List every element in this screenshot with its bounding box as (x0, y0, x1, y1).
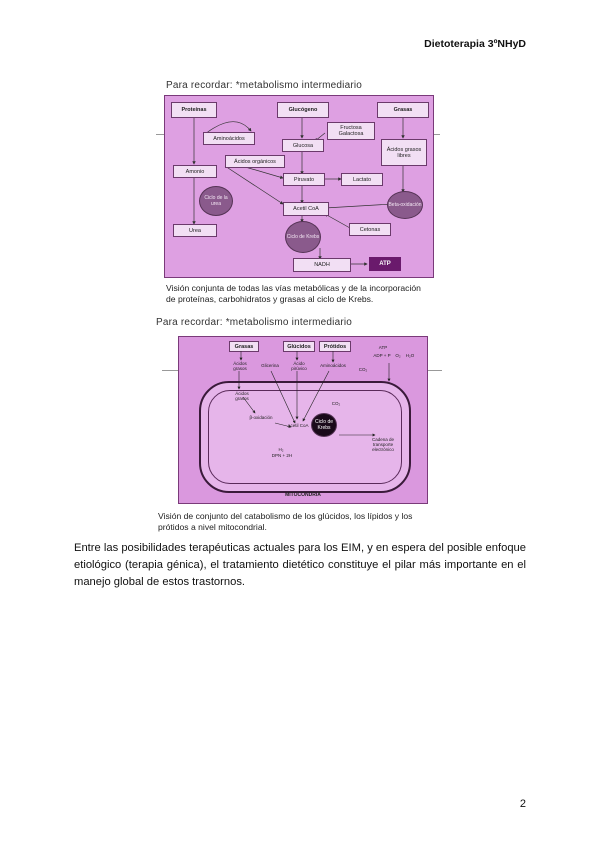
label-h2: H₂ (278, 447, 284, 452)
circle-krebs-2: Ciclo de Krebs (311, 413, 337, 437)
figure2-mitochondria-diagram (178, 336, 428, 504)
box-protidos: Prótidos (319, 341, 351, 352)
box-proteinas: Proteínas (171, 102, 217, 118)
box-cetonas: Cetonas (349, 223, 391, 236)
label-atp: ATP (378, 345, 388, 350)
box-amonio: Amonio (173, 165, 217, 178)
circle-beta-oxidacion: Beta-oxidación (387, 191, 423, 219)
label-acidos-grasos-in: Ácidos grasos (235, 391, 249, 401)
figure2-rule-right (426, 370, 442, 371)
box-urea: Urea (173, 224, 217, 237)
box-glucosa: Glucosa (282, 139, 324, 152)
label-mitocondria: MITOCONDRIA (285, 492, 321, 498)
box-fructosa-galactosa: Fructosa Galactosa (327, 122, 375, 140)
label-acido-piruvico: Ácido pirúvico (291, 361, 307, 371)
label-dpn: DPN + 2H (271, 453, 293, 458)
figure2-title: Para recordar: *metabolismo intermediario (156, 317, 353, 328)
box-grasas-2: Grasas (229, 341, 259, 352)
label-aminoacidos: Aminoácidos (320, 363, 346, 368)
label-glicerina: Glicerina (261, 363, 279, 368)
running-header: Dietoterapia 3ºNHyD (424, 38, 526, 50)
box-glucogeno: Glucógeno (277, 102, 329, 118)
label-acidos-grasos: Ácidos grasos (233, 361, 247, 371)
figure1-metabolism-diagram (164, 95, 434, 278)
circle-ciclo-krebs: Ciclo de Krebs (285, 221, 321, 253)
figure2-caption: Visión de conjunto del catabolismo de los glúcidos, los lípidos y los prótidos a nivel mitocondrial. (158, 511, 413, 532)
page-number: 2 (519, 798, 526, 810)
box-nadh: NADH (293, 258, 351, 272)
figure2-rule-left (162, 370, 178, 371)
figure1-title: Para recordar: *metabolismo intermediario (166, 80, 363, 91)
label-co2-b: CO₂ (331, 401, 341, 406)
box-lactato: Lactato (341, 173, 383, 186)
body-paragraph: Entre las posibilidades terapéuticas actuales para los EIM, y en espera del posible enfoque etiológico (terapia génica), el tratamiento dietético constituye el pilar más importante en el manejo global de estos trastornos. (74, 542, 526, 588)
box-piruvato: Piruvato (283, 173, 325, 186)
label-acetil-coa: Acetil CoA (287, 423, 309, 428)
box-grasas: Grasas (377, 102, 429, 118)
box-acidos-organicos: Ácidos orgánicos (225, 155, 285, 168)
figure2-arrows (179, 337, 427, 503)
label-co2-a: CO₂ (358, 367, 368, 372)
box-glucidos: Glúcidos (283, 341, 315, 352)
label-cadena-transporte: Cadena de transporte electrónico (371, 437, 395, 452)
figure1-caption: Visión conjunta de todas las vías metabólicas y de la incorporación de proteínas, carbohidratos y grasas al ciclo de Krebs. (166, 283, 421, 304)
label-h2o: H₂O (405, 353, 415, 358)
box-aminoacidos: Aminoácidos (203, 132, 255, 145)
figure1-rule-left (156, 134, 164, 135)
box-acidos-grasos-libres: Ácidos grasos libres (381, 139, 427, 166)
box-atp: ATP (369, 257, 401, 271)
label-adp: ADP + P (373, 353, 391, 358)
box-acetil-coa: Acetil CoA (283, 202, 329, 216)
label-beta-oxidacion: β-oxidación (249, 415, 273, 420)
circle-ciclo-urea: Ciclo de la urea (199, 186, 233, 216)
label-o2: O₂ (395, 353, 401, 358)
